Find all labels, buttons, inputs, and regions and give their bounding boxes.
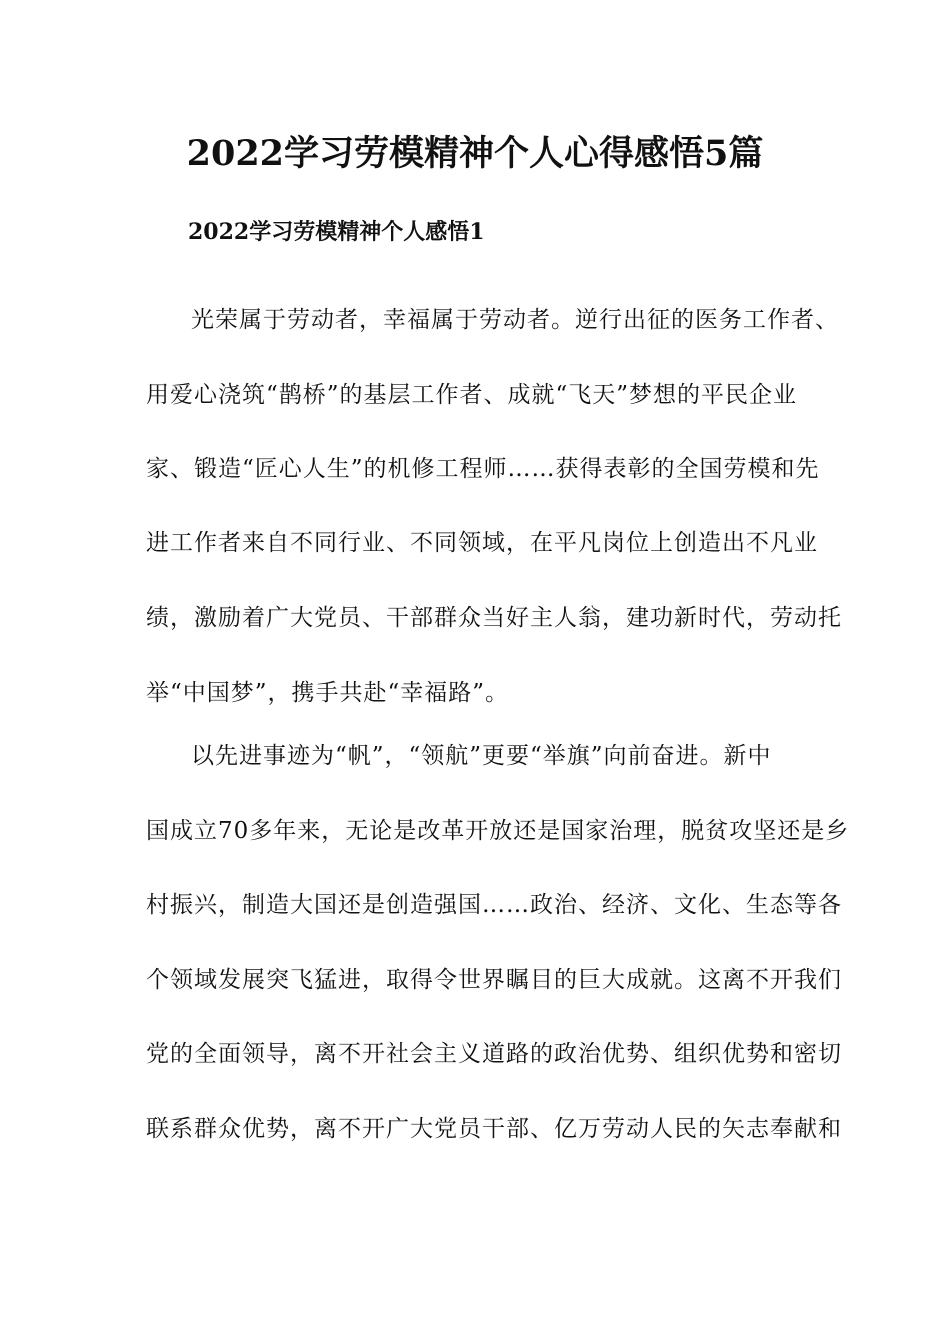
- document-title: 2022学习劳模精神个人心得感悟5篇: [186, 133, 764, 174]
- paragraph-1-line-6: 举“中国梦”，携手共赴“幸福路”。: [146, 680, 510, 706]
- paragraph-2-line-3: 村振兴，制造大国还是创造强国……政治、经济、文化、生态等各: [146, 892, 842, 918]
- paragraph-1-line-1: 光荣属于劳动者，幸福属于劳动者。逆行出征的医务工作者、: [191, 307, 839, 333]
- section-heading: 2022学习劳模精神个人感悟1: [188, 219, 485, 245]
- paragraph-2-line-1: 以先进事迹为“帆”，“领航”更要“举旗”向前奋进。新中: [191, 743, 772, 769]
- paragraph-1-line-2: 用爱心浇筑“鹊桥”的基层工作者、成就“飞天”梦想的平民企业: [146, 382, 798, 408]
- paragraph-2-line-2: 国成立70多年来，无论是改革开放还是国家治理，脱贫攻坚还是乡: [146, 818, 850, 844]
- paragraph-2-line-4: 个领域发展突飞猛进，取得令世界瞩目的巨大成就。这离不开我们: [146, 967, 842, 993]
- paragraph-2-line-5: 党的全面领导，离不开社会主义道路的政治优势、组织优势和密切: [146, 1041, 842, 1067]
- paragraph-1-line-5: 绩，激励着广大党员、干部群众当好主人翁，建功新时代，劳动托: [146, 605, 842, 631]
- paragraph-2-line-6: 联系群众优势，离不开广大党员干部、亿万劳动人民的矢志奉献和: [146, 1116, 842, 1142]
- paragraph-1-line-4: 进工作者来自不同行业、不同领域，在平凡岗位上创造出不凡业: [146, 530, 818, 556]
- paragraph-1-line-3: 家、锻造“匠心人生”的机修工程师……获得表彰的全国劳模和先: [146, 456, 820, 482]
